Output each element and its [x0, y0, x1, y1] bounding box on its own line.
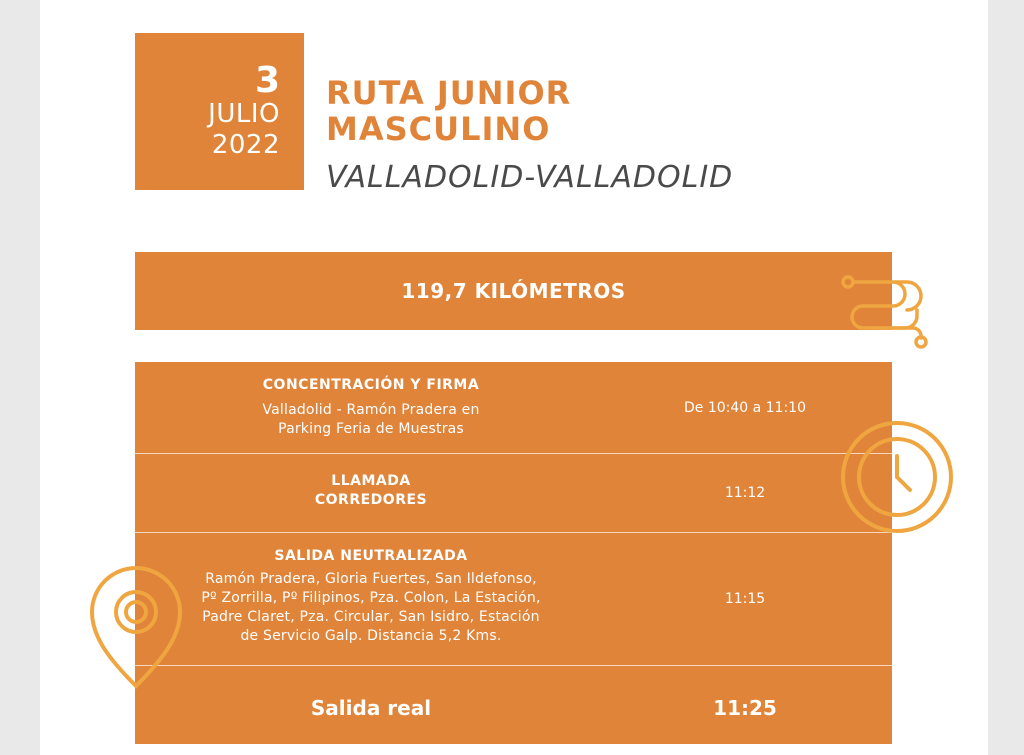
row-desc-line: Ramón Pradera, Gloria Fuertes, San Ildefonso, [205, 571, 537, 587]
schedule-table [135, 362, 892, 744]
row-desc-line: Valladolid - Ramón Pradera en [262, 402, 480, 418]
date-day: 3 [254, 59, 280, 101]
distance-bar [135, 252, 892, 330]
title-line-1: RUTA JUNIOR [326, 74, 572, 112]
row-time: 11:25 [713, 696, 777, 720]
row-desc-line: Padre Claret, Pza. Circular, San Isidro, Estación [202, 609, 540, 625]
title-line-2: MASCULINO [326, 110, 551, 148]
route-icon [835, 270, 935, 355]
date-month: JULIO [208, 98, 280, 129]
schedule-row [135, 533, 892, 666]
row-time: 11:15 [724, 591, 766, 607]
schedule-row [135, 666, 892, 744]
row-time: 11:12 [724, 485, 766, 501]
route-subtitle: VALLADOLID-VALLADOLID [326, 160, 734, 195]
row-desc-line: de Servicio Galp. Distancia 5,2 Kms. [240, 628, 502, 644]
row-title-line: CORREDORES [314, 492, 428, 508]
schedule-row [135, 362, 892, 454]
row-title: SALIDA NEUTRALIZADA [274, 548, 468, 564]
clock-icon [838, 418, 956, 536]
row-title-line: LLAMADA [331, 473, 411, 489]
row-desc-line: Pº Zorrilla, Pº Filipinos, Pza. Colon, La Estación, [201, 590, 541, 606]
location-pin-icon [88, 566, 184, 690]
distance-label: 119,7 KILÓMETROS [401, 279, 626, 303]
page-title [326, 75, 571, 147]
row-time: De 10:40 a 11:10 [683, 400, 806, 416]
schedule-row [135, 454, 892, 533]
date-year: 2022 [211, 129, 280, 160]
row-title: CONCENTRACIÓN Y FIRMA [262, 377, 480, 393]
row-label: Salida real [310, 696, 432, 720]
row-desc-line: Parking Feria de Muestras [278, 421, 464, 437]
date-box [135, 33, 304, 190]
